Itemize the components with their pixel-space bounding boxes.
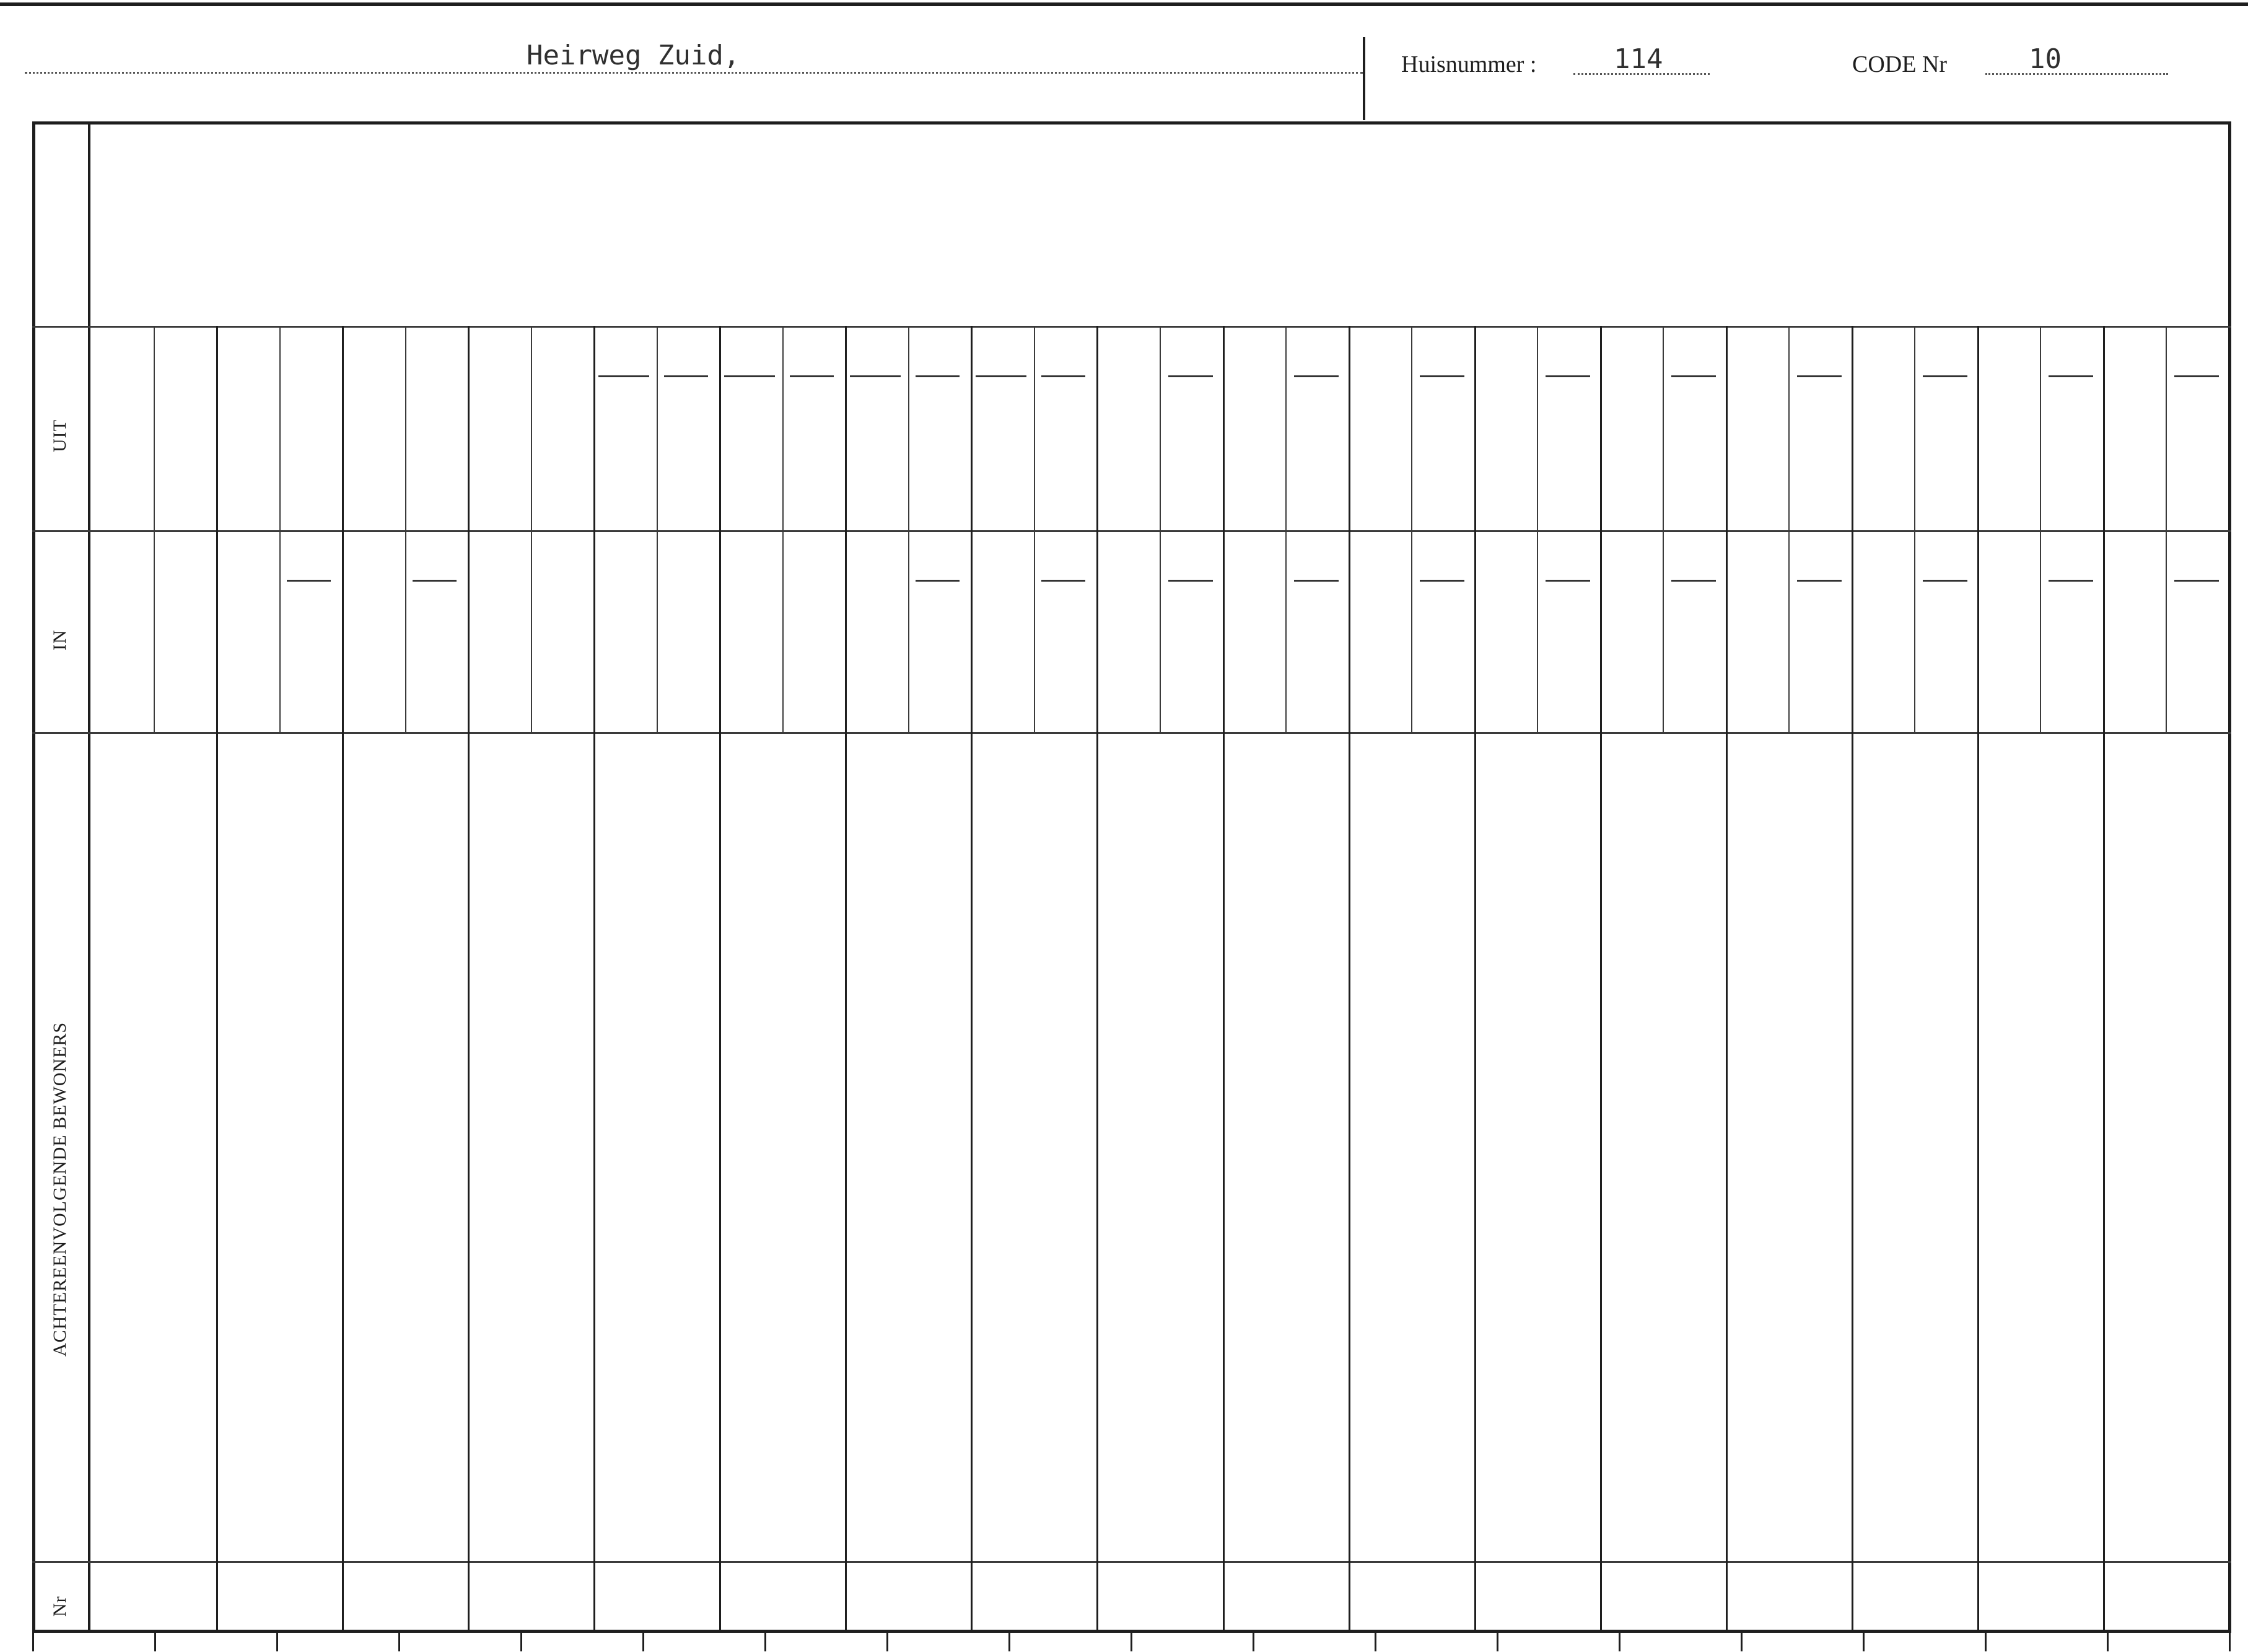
empty-in-date-mark — [916, 580, 960, 582]
street-name: Heirweg Zuid, — [527, 40, 740, 71]
empty-in-date-mark — [1041, 580, 1086, 582]
column-divider — [593, 326, 595, 1633]
column-divider — [719, 326, 721, 1633]
empty-uit-date-mark — [1041, 375, 1086, 377]
subcolumn-divider — [1411, 326, 1412, 732]
empty-uit-mark — [2049, 375, 2093, 377]
bottom-tick — [1253, 1633, 1254, 1651]
subcolumn-divider — [405, 326, 406, 732]
subcolumn-divider — [2166, 326, 2167, 732]
column-divider — [216, 326, 218, 1633]
empty-uit-mark — [1797, 375, 1842, 377]
bottom-tick — [1008, 1633, 1010, 1651]
subcolumn-divider — [1663, 326, 1664, 732]
bottom-tick — [154, 1633, 156, 1651]
bottom-tick — [642, 1633, 644, 1651]
subcolumn-divider — [1788, 326, 1790, 732]
column-divider — [971, 326, 973, 1633]
empty-in-date-mark — [413, 580, 457, 582]
bottom-tick — [1497, 1633, 1498, 1651]
code-label: CODE Nr — [1852, 51, 1948, 77]
column-divider — [1852, 326, 1853, 1633]
huisnummer-label: Huisnummer : — [1401, 51, 1537, 77]
empty-uit-mark — [1923, 375, 1967, 377]
empty-in-mark — [1923, 580, 1967, 582]
empty-in-mark — [1671, 580, 1716, 582]
empty-in-mark — [1168, 580, 1213, 582]
bottom-tick — [1131, 1633, 1132, 1651]
empty-uit-mark — [1546, 375, 1590, 377]
bottom-tick — [2229, 1633, 2231, 1651]
column-divider — [1096, 326, 1098, 1633]
empty-in-mark — [1294, 580, 1339, 582]
empty-uit-mark — [850, 375, 901, 377]
huisnummer-value: 114 — [1614, 43, 1663, 75]
empty-uit-mark — [2174, 375, 2219, 377]
column-divider — [1349, 326, 1350, 1633]
register-table — [32, 121, 2231, 1633]
empty-uit-date-mark — [790, 375, 834, 377]
row-label-uit: UIT — [50, 419, 70, 452]
empty-in-mark — [1420, 580, 1464, 582]
column-divider — [2103, 326, 2105, 1633]
bottom-tick — [1985, 1633, 1987, 1651]
column-divider — [468, 326, 470, 1633]
subcolumn-divider — [1914, 326, 1915, 732]
row-label-bewoners: ACHTEREENVOLGENDE BEWONERS — [50, 1021, 70, 1357]
empty-uit-mark — [1168, 375, 1213, 377]
header-divider — [1363, 37, 1365, 120]
subcolumn-divider — [279, 326, 281, 732]
bottom-tick — [1375, 1633, 1376, 1651]
subcolumn-divider — [531, 326, 532, 732]
bottom-tick — [1741, 1633, 1743, 1651]
subcolumn-divider — [1034, 326, 1035, 732]
column-divider — [342, 326, 344, 1633]
empty-uit-mark — [976, 375, 1026, 377]
empty-uit-date-mark — [916, 375, 960, 377]
subcolumn-divider — [657, 326, 658, 732]
column-divider — [1223, 326, 1225, 1633]
empty-uit-mark — [1294, 375, 1339, 377]
bottom-tick — [520, 1633, 522, 1651]
code-dotted-line — [1985, 73, 2168, 75]
bottom-tick — [32, 1633, 34, 1651]
empty-uit-mark — [1420, 375, 1464, 377]
bottom-tick — [886, 1633, 888, 1651]
empty-in-mark — [1797, 580, 1842, 582]
empty-in-date-mark — [287, 580, 331, 582]
in-row-top — [32, 530, 2231, 532]
row-label-nr: Nr — [50, 1596, 70, 1617]
column-divider — [1726, 326, 1728, 1633]
empty-in-mark — [2049, 580, 2093, 582]
empty-uit-mark — [1671, 375, 1716, 377]
bottom-tick — [1863, 1633, 1865, 1651]
column-divider — [1600, 326, 1602, 1633]
bottom-tick — [2107, 1633, 2109, 1651]
bottom-tick — [764, 1633, 766, 1651]
bottom-tick — [1619, 1633, 1620, 1651]
row-label-in: IN — [50, 629, 70, 650]
subcolumn-divider — [154, 326, 155, 732]
uit-row-top — [32, 326, 2231, 328]
bewoners-row-top — [32, 732, 2231, 734]
code-value: 10 — [2029, 43, 2062, 75]
empty-uit-date-mark — [664, 375, 709, 377]
top-border — [0, 2, 2248, 6]
bottom-tick — [398, 1633, 400, 1651]
subcolumn-divider — [2040, 326, 2041, 732]
column-divider — [1977, 326, 1979, 1633]
nr-row-top — [32, 1561, 2231, 1563]
label-column-divider — [88, 121, 90, 1633]
subcolumn-divider — [1537, 326, 1538, 732]
subcolumn-divider — [782, 326, 784, 732]
street-dotted-line — [25, 72, 1363, 74]
subcolumn-divider — [1160, 326, 1161, 732]
column-divider — [1474, 326, 1476, 1633]
empty-in-mark — [2174, 580, 2219, 582]
empty-uit-mark — [724, 375, 775, 377]
empty-uit-mark — [598, 375, 649, 377]
subcolumn-divider — [908, 326, 909, 732]
empty-in-mark — [1546, 580, 1590, 582]
column-divider — [845, 326, 847, 1633]
subcolumn-divider — [1285, 326, 1287, 732]
bottom-tick — [276, 1633, 278, 1651]
